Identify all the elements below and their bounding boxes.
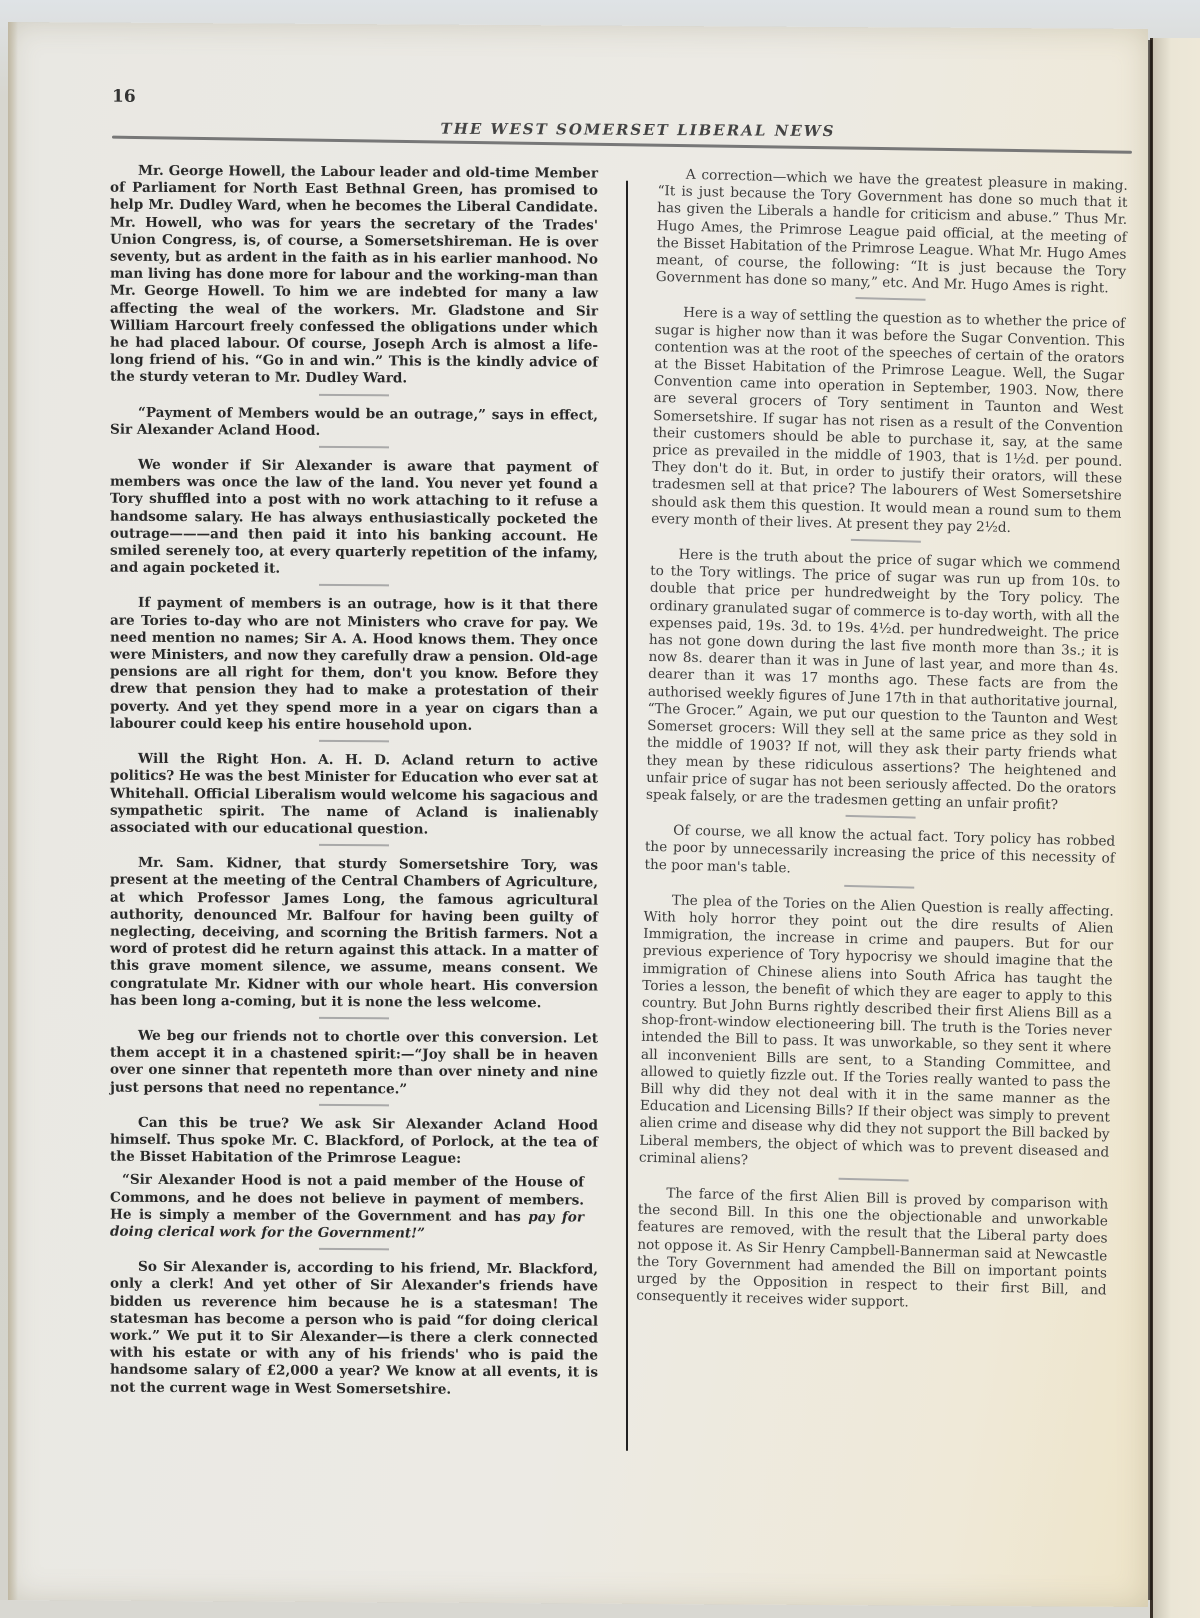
- section-divider: [844, 885, 914, 889]
- running-head: THE WEST SOMERSET LIBERAL NEWS: [440, 119, 836, 141]
- section-divider: [851, 539, 921, 543]
- article-sugar-question: Here is a way of settling the question as to whether the price of sugar is higher now than it was before the Sugar Convention. This contention was at the root of the speeches of certain of the orators at the Bisset Habitation of the Primrose League. Well, the Sugar Convention came into operation in September, 1903. Now, there are several grocers of Tory sentiment in Taunton and West Somersetshire. If sugar has not risen as a result of the Convention their customers should be able to purchase it, say, at the same price as prevailed in the middle of 1903, that is 1½d. per pound. They don't do it. But, in order to justify their orators, will these tradesmen sell at that price? The labourers of West Somersetshire should ask them this question. It would mean a round sum to them every month of their lives. At present they pay 2½d.: [651, 305, 1126, 536]
- article-clerk: So Sir Alexander is, according to his friend, Mr. Blackford, only a clerk! And yet other of Sir Alexander's friends have bidden us reverence him because he is a statesman! The statesman has become a person who is paid “for doing clerical work.” We put it to Sir Alexander—is there a clerk connected with his estate or with any of his friends' who is paid the handsome salary of £2,000 a year? We know at all events, it is not the current wage in West Somersetshire.: [110, 1258, 598, 1398]
- article-tory-pensions: If payment of members is an outrage, how is it that there are Tories to-day who are not Ministers who crave for pay. We need mention no names; Sir A. A. Hood knows them. They once were Ministers, and now they carefully draw a pension. Old-age pensions are all right for them, don't you know. Before they drew that pension they had to make a protestation of their poverty. And yet they spend more in a year on cigars than a labourer could keep his entire household upon.: [110, 595, 598, 734]
- section-divider: [839, 1178, 909, 1182]
- article-blackford-intro: Can this be true? We ask Sir Alexander Acland Hood himself. Thus spoke Mr. C. Blackford, of Porlock, at the tea of the Bisset Habitation of the Primrose League:: [110, 1114, 598, 1167]
- section-divider: [319, 844, 389, 846]
- section-divider: [319, 1248, 389, 1250]
- article-conversion: We beg our friends not to chortle over this conversion. Let them accept it in a chastened spirit:—“Joy shall be in heaven over one sinner that repenteth more than over ninety and nine just persons that need no repentance.”: [110, 1027, 598, 1097]
- section-divider: [319, 740, 389, 742]
- page-edge: [8, 22, 18, 1600]
- section-divider: [319, 584, 389, 586]
- section-divider: [319, 446, 389, 448]
- article-payment-outrage: “Payment of Members would be an outrage,” says in effect, Sir Alexander Acland Hood.: [110, 404, 598, 439]
- section-divider: [319, 394, 389, 396]
- page-number: 16: [112, 86, 136, 107]
- adjacent-page-edge: [1150, 38, 1200, 1618]
- column-divider: [626, 181, 628, 1451]
- section-divider: [319, 1017, 389, 1019]
- article-alien-question: The plea of the Tories on the Alien Question is really affecting. With holy horror they point out the dire results of Alien Immigration, the increase in crime and paupers. But for our previous experience of Tory hypocrisy we should imagine that the immigration of Chinese aliens into South Africa has taught the Tories a lesson, the benefit of which they are eager to apply to this country. But John Burns rightly described their first Aliens Bill as a shop-front-window electioneering bill. The truth is the Tories never intended the Bill to pass. It was unworkable, so they sent it where all inconvenient Bills are sent, to a Standing Committee, and allowed to quietly fizzle out. If the Tories really wanted to pass the Bill why did they not deal with it in the same manner as the Education and Licensing Bills? If their object was simply to prevent alien crime and disease why did they not support the Bill backed by Liberal members, the object of which was to prevent diseased and criminal aliens?: [638, 892, 1114, 1169]
- article-actual-fact: Of course, we all know the actual fact. Tory policy has robbed the poor by unnecessarily increasing the price of this necessity of the poor man's table.: [644, 822, 1116, 876]
- article-payment-law: We wonder if Sir Alexander is aware that payment of members was once the law of the land. You never yet found a Tory shuffled into a post with no work attaching to it refuse a handsome salary. He has always enthusiastically pocketed the outrage———and then paid it into his banking account. He smiled serenely too, at every quarterly repetition of the infamy, and again pocketed it.: [110, 456, 598, 577]
- section-divider: [855, 297, 925, 301]
- article-correction: A correction—which we have the greatest pleasure in making. “It is just because the Tory Government has done so much that it has given the Liberals a handle for criticism and abuse.” Thus Mr. Hugo Ames, the Primrose League paid official, at the meeting of the Bisset Habitation of the Primrose League. What Mr. Hugo Ames meant, of course, the following: “It is just because the Tory Government has done so many,” etc. And Mr. Hugo Ames is right.: [655, 166, 1128, 297]
- right-column: [636, 166, 1128, 1317]
- article-sugar-truth: Here is the truth about the price of sugar which we commend to the Tory witlings. The price of sugar was run up from 10s. to double that price per hundredweight by the Tory policy. The ordinary granulated sugar of commerce is to-day worth, with all the expenses paid, 19s. 3d. to 19s. 4½d. per hundredweight. The price has not gone down during the last five month more than 3s.; it is now 8s. dearer than it was in June of last year, and more than 4s. dearer than it was 17 months ago. These facts are from the authorised weekly figures of June 17th in that authoritative journal, “The Grocer.” Again, we put our question to the Taunton and West Somerset grocers: Will they sell at the same price as they sold in the middle of 1903? If not, will they ask their party friends what they mean by these ridiculous assertions? The heightened and unfair price of sugar has not been seriously affected. Do the orators speak falsely, or are the tradesmen getting an unfair profit?: [645, 546, 1121, 814]
- blackford-quote: [110, 1172, 584, 1244]
- section-divider: [319, 1104, 389, 1106]
- quote-italic-text: pay for doing clerical work for the Government!”: [110, 1208, 584, 1242]
- left-column: [110, 163, 598, 1400]
- article-alien-bill-farce: The farce of the first Alien Bill is proved by comparison with the second Bill. In this one the objectionable and unworkable features are removed, with the result that the Liberal party does not oppose it. As Sir Henry Campbell-Bannerman said at Newcastle the Tory Government had amended the Bill on important points urged by the Opposition in respect to their first Bill, and consequently it receives wider support.: [636, 1185, 1109, 1311]
- article-howell: Mr. George Howell, the Labour leader and old-time Member of Parliament for North East Bethnal Green, has promised to help Mr. Dudley Ward, when he becomes the Liberal Candidate. Mr. Howell, who was for years the secretary of the Trades' Union Congress, is, of course, a Somersetshireman. He is over seventy, but as ardent in the faith as in his earlier manhood. No man living has done more for labour and the working-man than Mr. George Howell. To him we are indebted for many a law affecting the weal of the workers. Mr. Gladstone and Sir William Harcourt freely confessed the obligations under which he had placed labour. Of course, Joseph Arch is almost a life-long friend of his. “Go in and win.” This is the kindly advice of the sturdy veteran to Mr. Dudley Ward.: [110, 162, 598, 387]
- article-acland: Will the Right Hon. A. H. D. Acland return to active politics? He was the best Minister for Education who ever sat at Whitehall. Official Liberalism would welcome his sagacious and sympathetic spirit. The name of Acland is inalienably associated with our educational question.: [110, 750, 598, 838]
- quote-text: “Sir Alexander Hood is not a paid member of the House of Commons, and he does not believe in payment of members. He is simply a member of the Government and has: [110, 1172, 584, 1225]
- article-kidner: Mr. Sam. Kidner, that sturdy Somersetshire Tory, was present at the meeting of the Central Chambers of Agriculture, at which Professor James Long, the famous agricultural authority, denounced Mr. Balfour for having been guilty of neglecting, deceiving, and scorning the British farmers. Not a word of protest did he return against this attack. In a matter of this grave moment silence, we assume, means consent. We congratulate Mr. Kidner with our whole heart. His conversion has been long a-coming, but it is none the less welcome.: [110, 854, 598, 1011]
- newspaper-page: [8, 22, 1148, 1607]
- section-divider: [846, 815, 916, 819]
